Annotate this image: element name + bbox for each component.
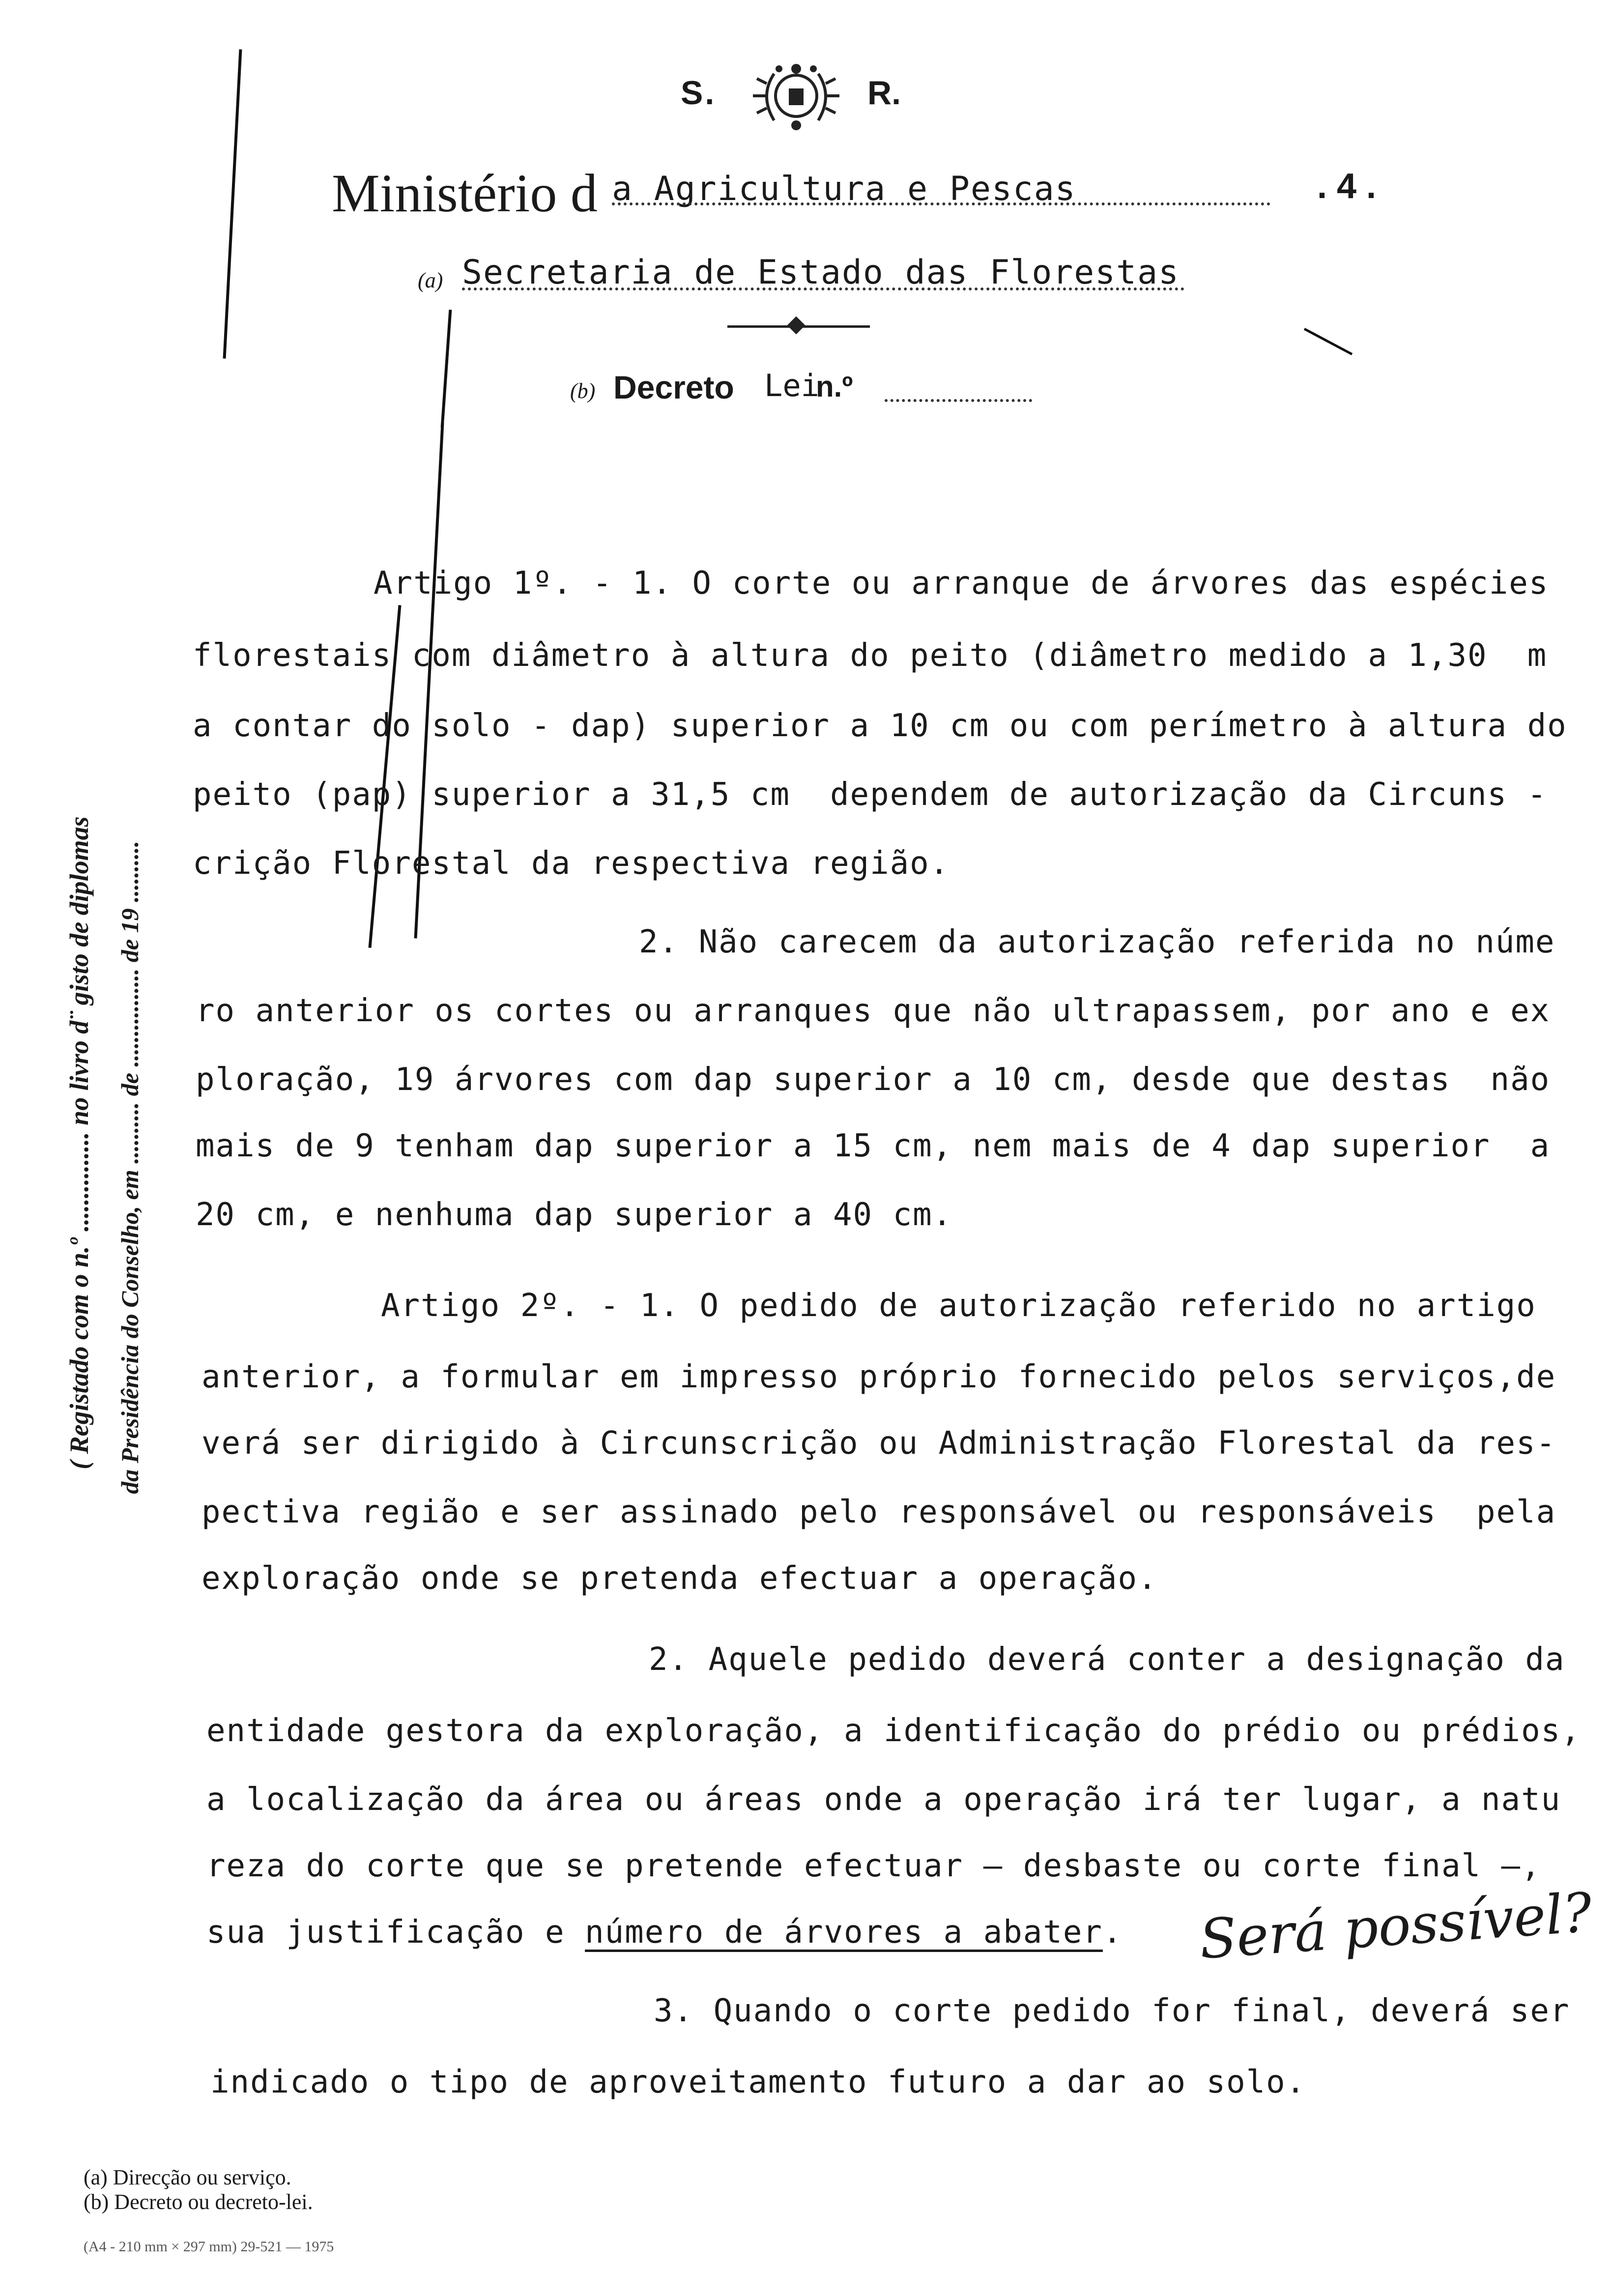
footnote-b: (b) Decreto ou decreto-lei.: [84, 2190, 313, 2214]
secretariat-name: Secretaria de Estado das Florestas: [462, 253, 1180, 292]
art2-p2-line-1: 2. Aquele pedido deverá conter a designação da: [649, 1641, 1565, 1678]
ministry-label: Ministério d: [332, 163, 598, 223]
margin-register-line: ( Registado com o n.º ............... no livro d¨ gisto de diplomas: [64, 816, 94, 1469]
art1-p2-line-4: mais de 9 tenham dap superior a 15 cm, nem mais de 4 dap superior a: [196, 1128, 1551, 1164]
art2-p2-last-prefix: sua justificação e: [206, 1914, 585, 1951]
republic-crest-icon: [740, 54, 853, 138]
art1-p2-line-3: ploração, 19 árvores com dap superior a 10 cm, desde que destas não: [196, 1062, 1551, 1098]
pen-stroke: [441, 310, 452, 428]
art1-p1-line-5: crição Florestal da respectiva região.: [193, 845, 950, 882]
art1-p1-line-3: a contar do solo - dap) superior a 10 cm ou com perímetro à altura do: [193, 708, 1567, 744]
art1-p2-line-2: ro anterior os cortes ou arranques que não ultrapassem, por ano e ex: [196, 993, 1551, 1029]
art1-p1-line-1: Artigo 1º. - 1. O corte ou arranque de árvores das espécies: [374, 565, 1549, 602]
decree-marker: (b): [570, 379, 596, 403]
footnote-a: (a) Direcção ou serviço.: [84, 2165, 291, 2189]
handwritten-note: Será possível?: [1197, 1881, 1594, 1971]
art2-p2-last-suffix: .: [1102, 1914, 1123, 1951]
decree-label: Decreto: [613, 369, 734, 405]
art2-p1-line-5: exploração onde se pretenda efectuar a operação.: [202, 1560, 1158, 1597]
pen-stroke: [1304, 328, 1353, 355]
ministry-name: a Agricultura e Pescas: [612, 170, 1076, 208]
divider-diamond-icon: [787, 316, 806, 335]
art2-p1-line-2: anterior, a formular em impresso próprio fornecido pelos serviços,de: [202, 1359, 1556, 1395]
margin-council-line: da Presidência do Conselho, em .......... de ................ de 19 ..........: [116, 840, 144, 1494]
art2-p1-line-4: pectiva região e ser assinado pelo responsável ou responsáveis pela: [202, 1494, 1556, 1530]
art2-p1-line-3: verá ser dirigido à Circunscrição ou Administração Florestal da res-: [202, 1425, 1556, 1462]
secretariat-marker: (a): [418, 268, 443, 292]
art2-p3-line-2: indicado o tipo de aproveitamento futuro a dar ao solo.: [210, 2064, 1306, 2100]
art1-p2-line-5: 20 cm, e nenhuma dap superior a 40 cm.: [196, 1197, 953, 1233]
decree-number-dotted-line: [885, 399, 1032, 402]
art2-p2-line-5: [206, 1914, 1123, 1951]
art1-p2-line-1: 2. Não carecem da autorização referida no núme: [639, 924, 1555, 960]
underlined-phrase: número de árvores a abater: [585, 1914, 1103, 1951]
header-left-letter: S.: [681, 74, 717, 112]
art2-p2-line-4: reza do corte que se pretende efectuar — desbaste ou corte final —,: [206, 1848, 1541, 1884]
art1-p1-line-2: florestais com diâmetro à altura do peito (diâmetro medido a 1,30 m: [193, 637, 1548, 674]
header-right-letter: R.: [867, 74, 901, 112]
decree-number-label: n.º: [816, 370, 853, 403]
art2-p3-line-1: 3. Quando o corte pedido for final, deverá ser: [654, 1993, 1570, 2029]
art2-p1-line-1: Artigo 2º. - 1. O pedido de autorização referido no artigo: [381, 1288, 1536, 1324]
secretariat-dotted-line: [462, 287, 1184, 290]
ministry-dotted-line: [612, 202, 1270, 205]
form-code: (A4 - 210 mm × 297 mm) 29-521 — 1975: [84, 2239, 334, 2255]
art2-p2-line-2: entidade gestora da exploração, a identificação do prédio ou prédios,: [206, 1713, 1581, 1749]
art2-p2-line-3: a localização da área ou áreas onde a operação irá ter lugar, a natu: [206, 1781, 1561, 1818]
art1-p1-line-4: peito (pap) superior a 31,5 cm dependem de autorização da Circuns -: [193, 776, 1548, 813]
decree-type: Lei: [764, 368, 819, 403]
page-number: . 4 .: [1317, 167, 1377, 206]
pen-stroke: [223, 49, 242, 358]
